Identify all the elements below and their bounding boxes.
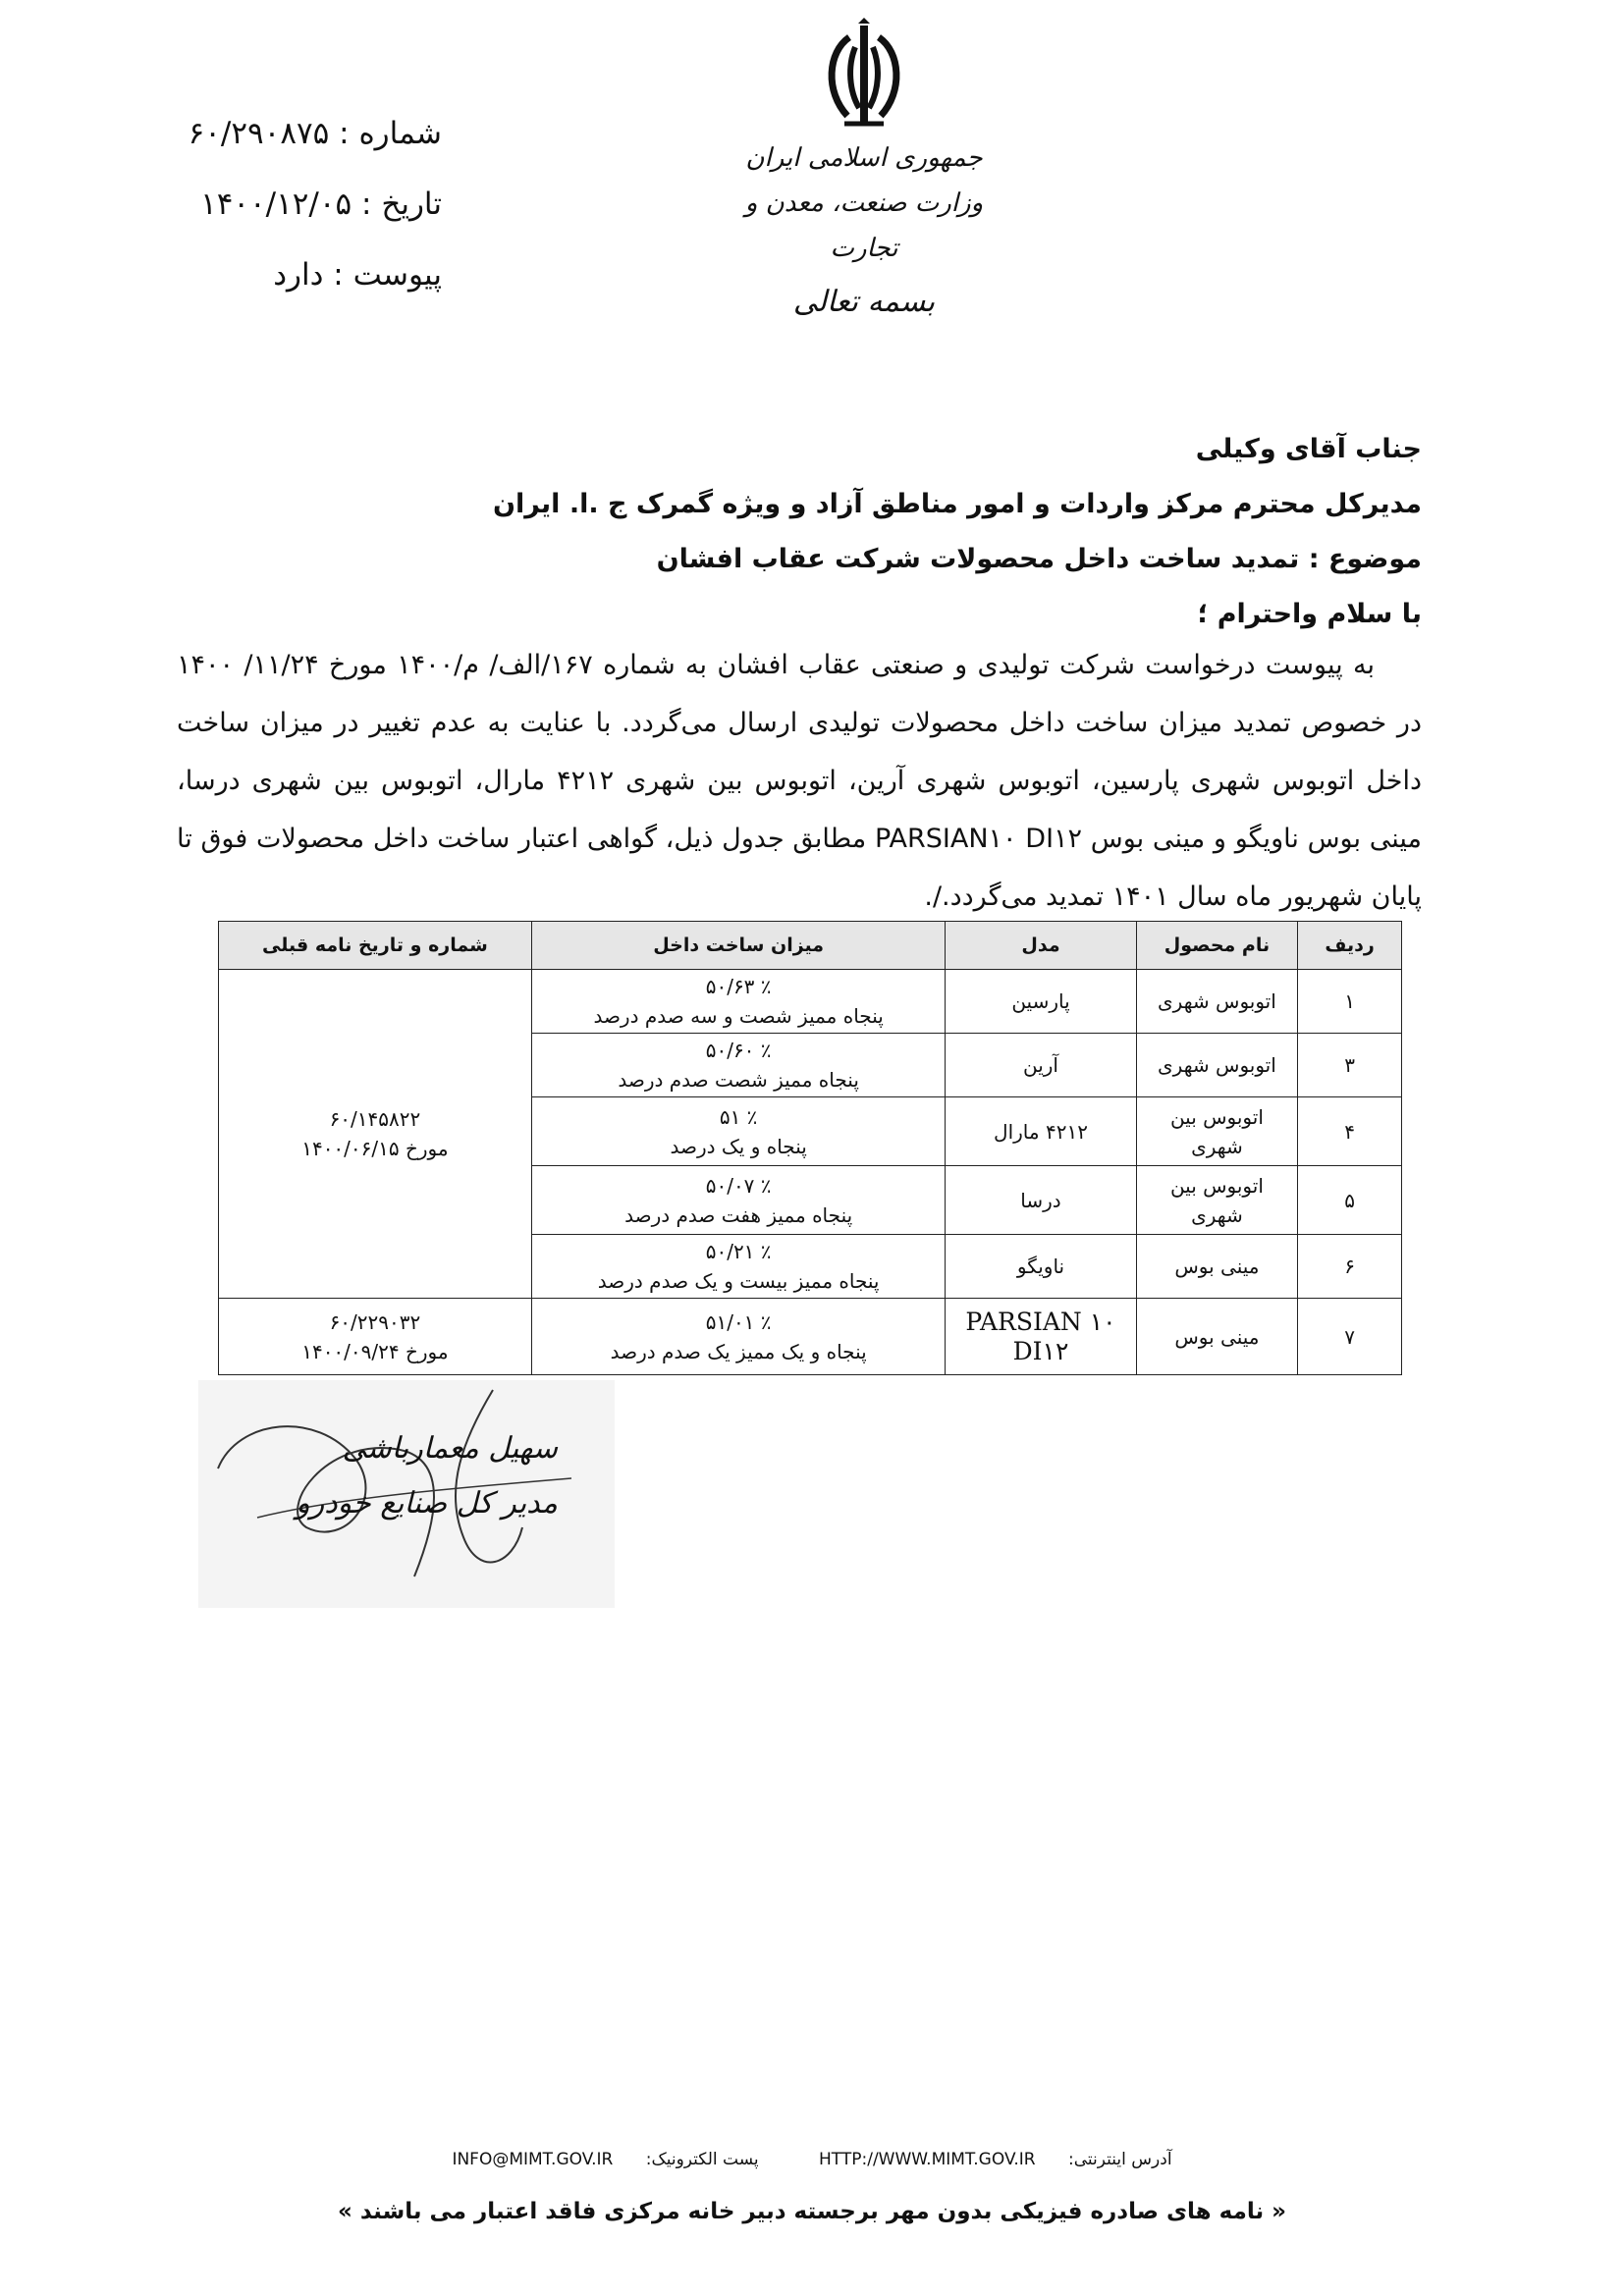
row-number: ۷ [1298, 1299, 1402, 1375]
footer-web-label: آدرس اینترنتی: [1068, 2150, 1172, 2169]
table-row [219, 1299, 1402, 1375]
product-model: ناویگو [946, 1235, 1136, 1299]
product-model: درسا [946, 1166, 1136, 1235]
table-row [219, 970, 1402, 1034]
letter-attachment [147, 240, 442, 310]
local-content-percent: ٪ ۵۰/۶۳ [705, 975, 772, 998]
letter-number [147, 98, 442, 169]
local-content-percent: ٪ ۵۰/۰۷ [705, 1173, 772, 1198]
previous-letter-ref [219, 1299, 532, 1375]
local-content-percent: ٪ ۵۰/۲۱ [705, 1240, 772, 1263]
signature-block [198, 1380, 615, 1608]
row-number: ۱ [1298, 970, 1402, 1034]
local-content-words: پنجاه و یک درصد [670, 1134, 807, 1158]
row-number: ۳ [1298, 1034, 1402, 1097]
emblem-ministry: وزارت صنعت، معدن و تجارت [744, 188, 984, 263]
local-content-percent: ٪ ۵۰/۶۰ [705, 1039, 772, 1062]
local-content-words: پنجاه ممیز شصت و سه صدم درصد [593, 1004, 884, 1028]
local-content-percent: ٪ ۵۱/۰۱ [705, 1309, 772, 1334]
product-model: آرین [946, 1034, 1136, 1097]
row-number: ۵ [1298, 1166, 1402, 1235]
product-name: اتوبوس شهری [1136, 1034, 1298, 1097]
local-content [531, 1235, 946, 1299]
iran-emblem-icon [810, 18, 918, 135]
local-content [531, 970, 946, 1034]
local-content-words: پنجاه و یک ممیز یک صدم درصد [610, 1339, 867, 1363]
emblem-country: جمهوری اسلامی ایران [745, 143, 983, 173]
product-name: مینی بوس [1136, 1299, 1298, 1375]
product-name: اتوبوس بین شهری [1136, 1166, 1298, 1235]
row-number: ۶ [1298, 1235, 1402, 1299]
footer-web [800, 2150, 1186, 2169]
emblem-bism: بسمه تعالی [792, 285, 936, 319]
product-name: مینی بوس [1136, 1235, 1298, 1299]
letter-greeting: با سلام واحترام ؛ [1197, 599, 1422, 629]
letter-number-label: شماره : [339, 116, 442, 151]
letter-subject: موضوع : تمدید ساخت داخل محصولات شرکت عقاب افشان [656, 544, 1422, 574]
footer-email-label: پست الکترونیک: [645, 2150, 759, 2169]
header-model: مدل [946, 922, 1136, 970]
addressee-title: مدیرکل محترم مرکز واردات و امور مناطق آزاد و ویژه گمرک ج .ا. ایران [492, 489, 1422, 519]
letter-number-value: ۶۰/۲۹۰۸۷۵ [188, 116, 330, 151]
addressee-block [493, 422, 1422, 642]
addressee-name: جناب آقای وکیلی [1195, 434, 1422, 464]
footer-email [438, 2150, 772, 2169]
footer-notice: « نامه های صادره فیزیکی بدون مهر برجسته دبیر خانه مرکزی فاقد اعتبار می باشند » [338, 2199, 1286, 2224]
letter-date-value: ۱۴۰۰/۱۲/۰۵ [200, 187, 352, 222]
previous-letter-ref [219, 970, 532, 1299]
signer-name: سهیل معمارباشی [342, 1431, 558, 1466]
signer-title: مدیر کل صنایع خودرو [296, 1486, 558, 1521]
product-name: اتوبوس بین شهری [1136, 1097, 1298, 1166]
header-local-content: میزان ساخت داخل [531, 922, 946, 970]
local-content [531, 1097, 946, 1166]
product-model: PARSIAN ۱۰ DI۱۲ [946, 1299, 1136, 1375]
letter-attachment-value: دارد [273, 257, 324, 293]
letter-meta [147, 98, 442, 310]
header-previous-letter: شماره و تاریخ نامه قبلی [219, 922, 532, 970]
letter-date [147, 169, 442, 240]
local-content [531, 1034, 946, 1097]
previous-letter-date: مورخ ۱۴۰۰/۰۹/۲۴ [301, 1339, 449, 1363]
footer-contact [0, 2150, 1624, 2169]
local-content-percent: ٪ ۵۱ [719, 1104, 758, 1129]
header-product-name: نام محصول [1136, 922, 1298, 970]
header-row-number: ردیف [1298, 922, 1402, 970]
letter-body: به پیوست درخواست شرکت تولیدی و صنعتی عقاب افشان به شماره ۱۶۷/الف/ م/۱۴۰۰ مورخ ۱۱/۲۴/ ۱۴۰۰ در خصوص تمدید میزان ساخت داخل محصولات تولیدی ارسال می‌گردد. با عنایت به عدم تغییر در میزان ساخت داخل اتوبوس شهری پارسین، اتوبوس شهری آرین، اتوبوس بین شهری ۴۲۱۲ مارال، اتوبوس بین شهری درسا، مینی بوس ناویگو و مینی بوس PARSIAN۱۰ DI۱۲ مطابق جدول ذیل، گواهی اعتبار ساخت داخل محصولات فوق تا پایان شهریور ماه سال ۱۴۰۱ تمدید می‌گردد./. [177, 650, 1423, 912]
products-table [218, 921, 1402, 1375]
previous-letter-number: ۶۰/۱۴۵۸۲۲ [329, 1107, 421, 1131]
local-content [531, 1166, 946, 1235]
table-header-row [219, 922, 1402, 970]
letter-date-label: تاریخ : [361, 187, 442, 222]
local-content-words: پنجاه ممیز هفت صدم درصد [624, 1202, 853, 1227]
previous-letter-number: ۶۰/۲۲۹۰۳۲ [329, 1309, 421, 1334]
local-content [531, 1299, 946, 1375]
letter-attachment-label: پیوست : [333, 257, 442, 293]
product-model: پارسین [946, 970, 1136, 1034]
row-number: ۴ [1298, 1097, 1402, 1166]
local-content-words: پنجاه ممیز بیست و یک صدم درصد [597, 1269, 880, 1293]
signature-text [296, 1421, 558, 1531]
letterhead [736, 18, 992, 332]
product-name: اتوبوس شهری [1136, 970, 1298, 1034]
previous-letter-date: مورخ ۱۴۰۰/۰۶/۱۵ [301, 1137, 449, 1160]
product-model: ۴۲۱۲ مارال [946, 1097, 1136, 1166]
footer-email-value[interactable]: INFO@MIMT.GOV.IR [452, 2150, 614, 2169]
footer-web-value[interactable]: HTTP://WWW.MIMT.GOV.IR [819, 2150, 1036, 2169]
local-content-words: پنجاه ممیز شصت صدم درصد [618, 1068, 859, 1092]
